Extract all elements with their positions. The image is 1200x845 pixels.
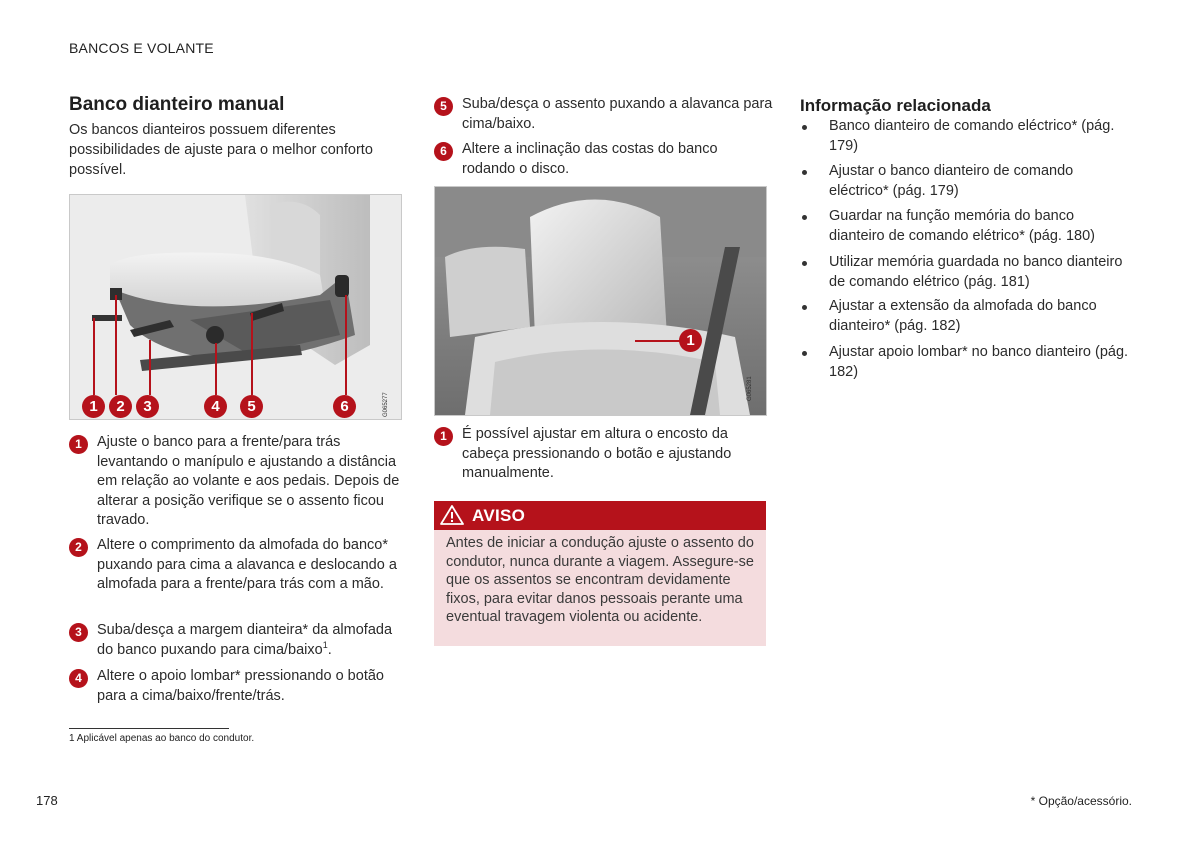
bullet-icon: [802, 305, 807, 310]
section-title: Banco dianteiro manual: [69, 94, 285, 115]
step-text: Altere o apoio lombar* pressionando o botão para a cima/baixo/frente/trás.: [97, 668, 384, 704]
step-number: 2: [69, 538, 88, 557]
related-item[interactable]: [800, 343, 1130, 382]
footnote: 1 Aplicável apenas ao banco do condutor.: [69, 733, 255, 744]
callout-1: 1: [82, 395, 105, 418]
step-number: 3: [69, 623, 88, 642]
step-number: 6: [434, 142, 453, 161]
figure-code: G065281: [747, 376, 753, 401]
step-6: [434, 140, 774, 179]
footnote-rule: [69, 728, 229, 729]
step-1: [69, 433, 409, 531]
section-intro: Os bancos dianteiros possuem diferentes possibilidades de ajuste para o melhor conforto possível.: [69, 122, 373, 178]
figure-code: G065277: [383, 392, 389, 417]
step-number: 1: [434, 427, 453, 446]
bullet-icon: [802, 170, 807, 175]
step-text-wrapper: [97, 621, 409, 660]
headrest-step: [434, 425, 774, 484]
related-item[interactable]: [800, 297, 1130, 336]
bullet-icon: [802, 351, 807, 356]
step-text: Altere a inclinação das costas do banco rodando o disco.: [462, 141, 718, 177]
step-5: [434, 95, 774, 134]
running-header: BANCOS E VOLANTE: [69, 40, 214, 56]
bullet-icon: [802, 261, 807, 266]
step-number: 5: [434, 97, 453, 116]
callout-1: 1: [679, 329, 702, 352]
callout-3: 3: [136, 395, 159, 418]
related-link[interactable]: Guardar na função memória do banco dianteiro de comando elétrico* (pág. 180): [829, 208, 1095, 244]
warning-body: [434, 530, 766, 646]
seat-illustration: [70, 195, 401, 419]
step-3: [69, 621, 409, 660]
step-text-tail: .: [327, 641, 332, 658]
callout-4: 4: [204, 395, 227, 418]
related-item[interactable]: [800, 117, 1130, 156]
step-text: Suba/desça a margem dianteira* da almofada do banco puxando para cima/baixo: [97, 622, 393, 658]
bullet-icon: [802, 125, 807, 130]
bullet-icon: [802, 215, 807, 220]
page-number: 178: [36, 793, 58, 808]
footnote-ref: 1: [322, 639, 328, 650]
step-text: Suba/desça o assento puxando a alavanca para cima/baixo.: [462, 96, 773, 132]
headrest-figure: [434, 186, 767, 416]
warning-triangle-icon: [440, 505, 464, 530]
callout-2: 2: [109, 395, 132, 418]
step-4: [69, 667, 409, 706]
related-item[interactable]: [800, 162, 1130, 201]
warning-label: AVISO: [472, 506, 526, 525]
related-link[interactable]: Utilizar memória guardada no banco dianteiro de comando elétrico (pág. 181): [829, 254, 1123, 290]
related-link[interactable]: Ajustar apoio lombar* no banco dianteiro (pág. 182): [829, 344, 1129, 380]
step-number: 4: [69, 669, 88, 688]
step-text: Ajuste o banco para a frente/para trás levantando o manípulo e ajustando a distância em relação ao volante e aos pedais. Depois de alterar a posição verifique se o assento ficou travado.: [97, 434, 400, 528]
callout-6: 6: [333, 395, 356, 418]
related-link[interactable]: Ajustar o banco dianteiro de comando eléctrico* (pág. 179): [829, 163, 1074, 199]
step-text: Altere o comprimento da almofada do banco* puxando para cima a alavanca e deslocando a almofada para a frente/para trás com a mão.: [97, 537, 397, 592]
step-2: [69, 536, 409, 595]
related-item[interactable]: [800, 207, 1130, 246]
related-title: Informação relacionada: [800, 96, 991, 115]
related-link[interactable]: Banco dianteiro de comando eléctrico* (pág. 179): [829, 118, 1115, 154]
seat-controls-figure: [69, 194, 402, 420]
step-text: É possível ajustar em altura o encosto da cabeça pressionando o botão e ajustando manualmente.: [462, 426, 732, 481]
step-number: 1: [69, 435, 88, 454]
option-note: * Opção/acessório.: [1030, 794, 1132, 808]
headrest-illustration: [435, 187, 766, 415]
callout-5: 5: [240, 395, 263, 418]
related-item[interactable]: [800, 253, 1130, 292]
related-link[interactable]: Ajustar a extensão da almofada do banco dianteiro* (pág. 182): [829, 298, 1097, 334]
warning-text: Antes de iniciar a condução ajuste o assento do condutor, nunca durante a viagem. Assegure-se que os assentos se encontram devidamente fixos, para evitar danos pessoais perante uma eventual travagem violenta ou acidente.: [446, 535, 754, 625]
warning-header: [434, 501, 766, 530]
